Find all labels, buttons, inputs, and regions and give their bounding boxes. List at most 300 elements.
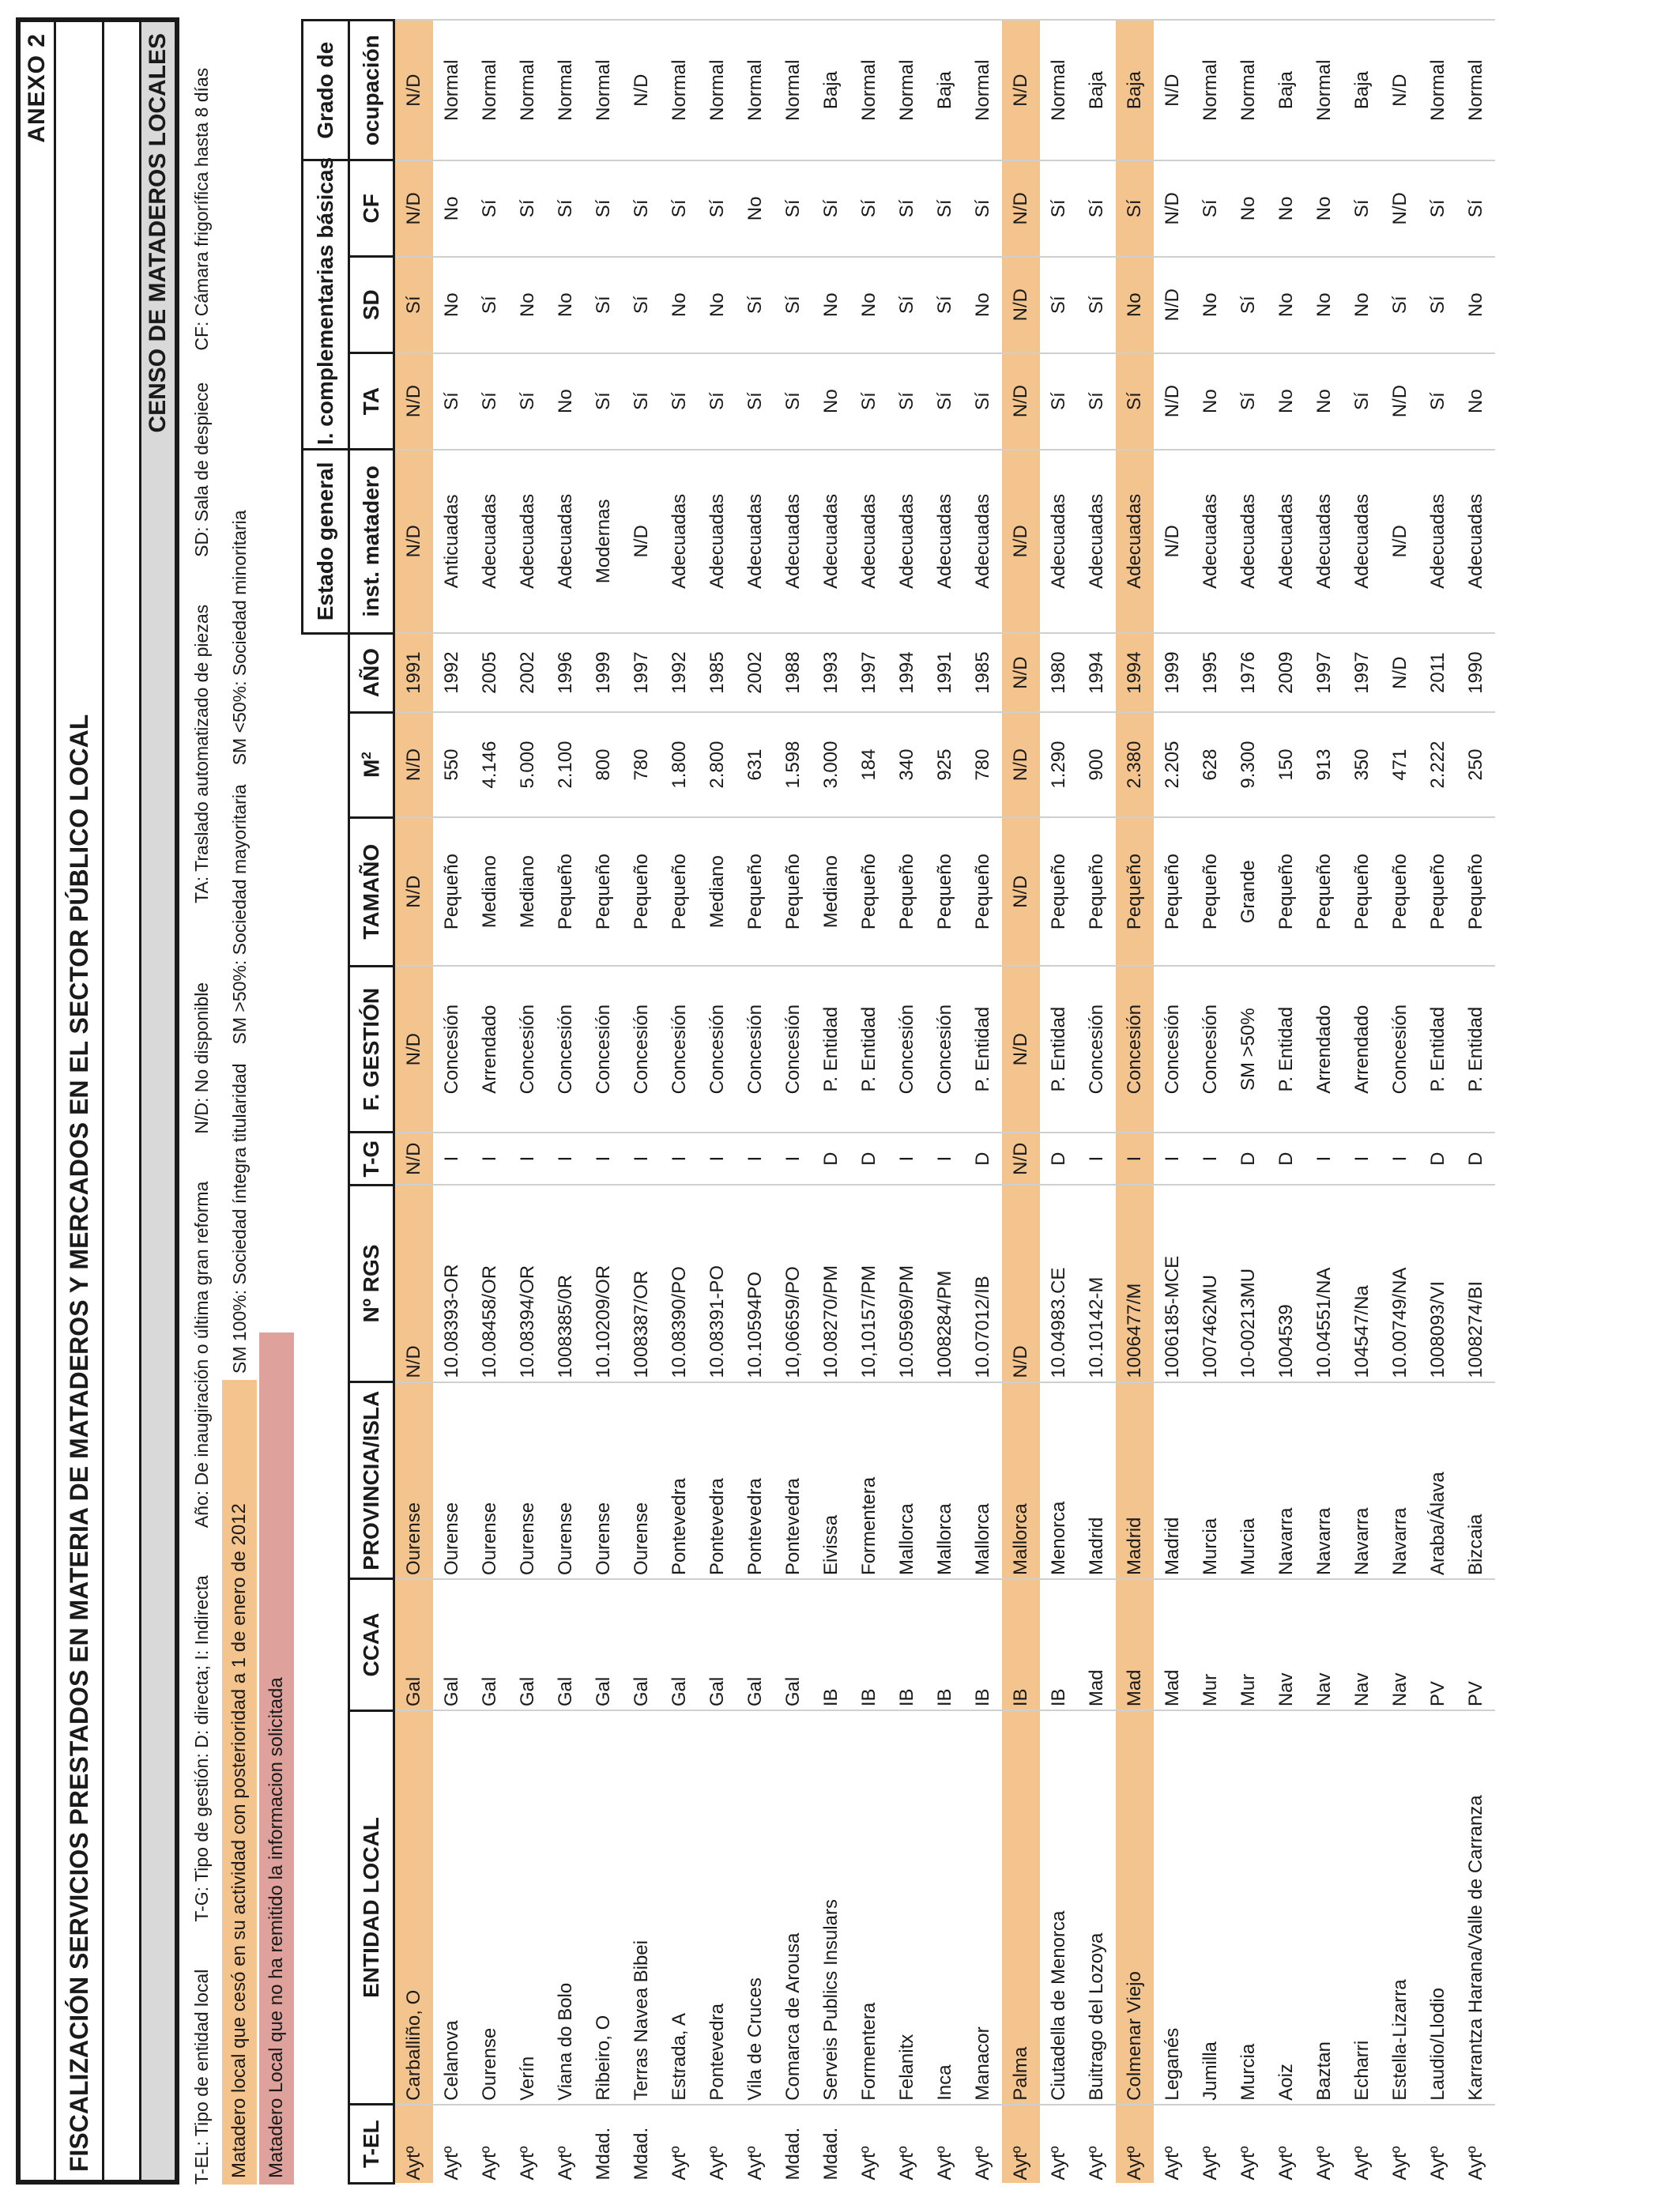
cell-cf: Sí xyxy=(926,160,964,257)
cell-provincia: Ourense xyxy=(509,1382,547,1579)
legend-tel: T-EL: Tipo de entidad local xyxy=(190,1969,212,2185)
cell-ta: No xyxy=(547,353,585,450)
cell-sd: No xyxy=(509,257,547,353)
col-tg: T-G xyxy=(349,1133,394,1185)
cell-grado: Baja xyxy=(1343,21,1381,160)
cell-grado: Normal xyxy=(888,21,926,160)
slaughterhouse-table xyxy=(301,19,1495,2185)
cell-m2: 340 xyxy=(888,712,926,817)
cell-sd: No xyxy=(1305,257,1343,353)
table-row xyxy=(1154,21,1192,2184)
cell-anio: 1980 xyxy=(1040,633,1078,712)
cell-tg: N/D xyxy=(394,1133,434,1185)
cell-grado: Baja xyxy=(1116,21,1154,160)
cell-ccaa: Gal xyxy=(623,1579,661,1710)
cell-grado: N/D xyxy=(1381,21,1419,160)
cell-rgs: 104547/Na xyxy=(1343,1185,1381,1382)
cell-anio: 1997 xyxy=(1343,633,1381,712)
legend-line-1 xyxy=(184,27,219,2185)
cell-entidad: Aoiz xyxy=(1268,1710,1305,2105)
cell-ccaa: Gal xyxy=(736,1579,774,1710)
cell-m2: 925 xyxy=(926,712,964,817)
cell-ta: No xyxy=(1457,353,1495,450)
cell-ccaa: Gal xyxy=(509,1579,547,1710)
header-spacer xyxy=(303,633,349,2183)
cell-m2: 2.380 xyxy=(1116,712,1154,817)
cell-tel: Aytº xyxy=(471,2105,509,2184)
cell-entidad: Ciutadella de Menorca xyxy=(1040,1710,1078,2105)
cell-cf: No xyxy=(1230,160,1268,257)
cell-estado: Adecuadas xyxy=(1192,450,1230,634)
cell-cf: N/D xyxy=(1002,160,1040,257)
table-row xyxy=(774,21,812,2184)
cell-tamano: Pequeño xyxy=(964,817,1002,966)
cell-tg: D xyxy=(1419,1133,1457,1185)
table-row xyxy=(1116,21,1154,2184)
cell-ccaa: Mad xyxy=(1154,1579,1192,1710)
cell-sd: Sí xyxy=(1381,257,1419,353)
cell-sd: N/D xyxy=(1154,257,1192,353)
cell-provincia: Ourense xyxy=(433,1382,471,1579)
cell-provincia: Murcia xyxy=(1230,1382,1268,1579)
cell-grado: Normal xyxy=(699,21,736,160)
cell-provincia: Mallorca xyxy=(888,1382,926,1579)
legend-sm-min: SM <50%: Sociedad minoritaria xyxy=(228,510,250,766)
table-row xyxy=(661,21,699,2184)
annex-label: ANEXO 2 xyxy=(24,33,50,143)
cell-ccaa: Gal xyxy=(774,1579,812,1710)
cell-sd: No xyxy=(812,257,850,353)
cell-estado: Adecuadas xyxy=(736,450,774,634)
cell-rgs: 10.04983.CE xyxy=(1040,1185,1078,1382)
cell-estado: Adecuadas xyxy=(1040,450,1078,634)
census-row xyxy=(141,22,175,2180)
cell-grado: Normal xyxy=(661,21,699,160)
cell-m2: 550 xyxy=(433,712,471,817)
cell-m2: 913 xyxy=(1305,712,1343,817)
cell-anio: 1993 xyxy=(812,633,850,712)
cell-tel: Aytº xyxy=(964,2105,1002,2184)
cell-estado: Adecuadas xyxy=(1268,450,1305,634)
cell-provincia: Murcia xyxy=(1192,1382,1230,1579)
cell-ta: Sí xyxy=(1419,353,1457,450)
cell-tg: D xyxy=(1457,1133,1495,1185)
cell-rgs: 10,06659/PO xyxy=(774,1185,812,1382)
cell-anio: 2005 xyxy=(471,633,509,712)
cell-tamano: Pequeño xyxy=(1343,817,1381,966)
cell-cf: Sí xyxy=(1419,160,1457,257)
cell-m2: 2.222 xyxy=(1419,712,1457,817)
cell-estado: N/D xyxy=(1154,450,1192,634)
col-tamano: TAMAÑO xyxy=(349,817,394,966)
cell-gestion: Arrendado xyxy=(1305,966,1343,1133)
header-frame xyxy=(16,17,179,2185)
cell-anio: 1976 xyxy=(1230,633,1268,712)
legend-sd: SD: Sala de despiece xyxy=(190,382,212,557)
col-m2-sup: 2 xyxy=(358,752,374,760)
cell-rgs: 1008274/BI xyxy=(1457,1185,1495,1382)
cell-sd: No xyxy=(699,257,736,353)
cell-entidad: Colmenar Viejo xyxy=(1116,1710,1154,2105)
cell-anio: 1990 xyxy=(1457,633,1495,712)
document-sheet xyxy=(16,11,1495,2185)
cell-gestion: Concesión xyxy=(774,966,812,1133)
cell-estado: Adecuadas xyxy=(471,450,509,634)
cell-tamano: Pequeño xyxy=(1078,817,1116,966)
cell-entidad: Palma xyxy=(1002,1710,1040,2105)
cell-sd: Sí xyxy=(623,257,661,353)
cell-tel: Mdad. xyxy=(774,2105,812,2184)
annex-row xyxy=(21,22,56,2180)
cell-grado: Normal xyxy=(547,21,585,160)
cell-cf: No xyxy=(736,160,774,257)
cell-ccaa: IB xyxy=(1040,1579,1078,1710)
cell-cf: Sí xyxy=(850,160,888,257)
table-row xyxy=(1040,21,1078,2184)
cell-tel: Aytº xyxy=(926,2105,964,2184)
cell-sd: No xyxy=(547,257,585,353)
cell-provincia: Ourense xyxy=(585,1382,623,1579)
cell-m2: N/D xyxy=(394,712,434,817)
col-sd: SD xyxy=(349,257,394,353)
legend-sm100: SM 100%: Sociedad íntegra titularidad xyxy=(228,1063,250,1374)
cell-rgs: 1008284/PM xyxy=(926,1185,964,1382)
cell-gestion: Concesión xyxy=(1078,966,1116,1133)
cell-sd: No xyxy=(1192,257,1230,353)
cell-grado: Normal xyxy=(964,21,1002,160)
cell-m2: 780 xyxy=(964,712,1002,817)
cell-entidad: Celanova xyxy=(433,1710,471,2105)
cell-estado: Adecuadas xyxy=(661,450,699,634)
col-ccaa: CCAA xyxy=(349,1579,394,1710)
cell-tel: Aytº xyxy=(433,2105,471,2184)
cell-grado: Normal xyxy=(1192,21,1230,160)
col-provincia: PROVINCIA/ISLA xyxy=(349,1382,394,1579)
cell-estado: Adecuadas xyxy=(509,450,547,634)
cell-tamano: Pequeño xyxy=(1457,817,1495,966)
cell-ta: Sí xyxy=(888,353,926,450)
cell-cf: Sí xyxy=(1078,160,1116,257)
cell-anio: 1995 xyxy=(1192,633,1230,712)
cell-cf: Sí xyxy=(471,160,509,257)
cell-tel: Aytº xyxy=(1002,2105,1040,2184)
cell-grado: N/D xyxy=(1154,21,1192,160)
header-row-2 xyxy=(349,21,394,2184)
cell-cf: No xyxy=(433,160,471,257)
cell-tg: D xyxy=(812,1133,850,1185)
cell-sd: Sí xyxy=(471,257,509,353)
col-cf: CF xyxy=(349,160,394,257)
cell-ccaa: Gal xyxy=(394,1579,434,1710)
cell-sd: Sí xyxy=(1078,257,1116,353)
cell-tg: I xyxy=(547,1133,585,1185)
cell-estado: N/D xyxy=(623,450,661,634)
title-row xyxy=(56,22,104,2180)
cell-ccaa: PV xyxy=(1419,1579,1457,1710)
cell-rgs: 10.08390/PO xyxy=(661,1185,699,1382)
legend-line-3 xyxy=(258,27,295,2185)
cell-tamano: Pequeño xyxy=(1040,817,1078,966)
cell-ta: Sí xyxy=(1230,353,1268,450)
cell-tamano: Mediano xyxy=(509,817,547,966)
table-row xyxy=(926,21,964,2184)
cell-sd: Sí xyxy=(926,257,964,353)
cell-ta: Sí xyxy=(585,353,623,450)
cell-cf: Sí xyxy=(1457,160,1495,257)
cell-grado: Normal xyxy=(585,21,623,160)
cell-ccaa: Gal xyxy=(585,1579,623,1710)
cell-rgs: N/D xyxy=(1002,1185,1040,1382)
cell-grado: Normal xyxy=(471,21,509,160)
table-row xyxy=(812,21,850,2184)
cell-ccaa: Nav xyxy=(1268,1579,1305,1710)
cell-ta: Sí xyxy=(1078,353,1116,450)
cell-gestion: Arrendado xyxy=(471,966,509,1133)
cell-grado: Normal xyxy=(1040,21,1078,160)
cell-anio: 1996 xyxy=(547,633,585,712)
cell-tamano: Pequeño xyxy=(850,817,888,966)
cell-provincia: Bizcaia xyxy=(1457,1382,1495,1579)
cell-entidad: Pontevedra xyxy=(699,1710,736,2105)
cell-tamano: Pequeño xyxy=(1419,817,1457,966)
table-row xyxy=(1230,21,1268,2184)
legend-ta: TA: Traslado automatizado de piezas xyxy=(190,604,212,903)
cell-provincia: Ourense xyxy=(394,1382,434,1579)
cell-provincia: Eivissa xyxy=(812,1382,850,1579)
cell-tamano: N/D xyxy=(1002,817,1040,966)
legend-year: Año: De inaugiración o última gran reforma xyxy=(190,1181,212,1529)
table-row xyxy=(1419,21,1457,2184)
cell-anio: 1988 xyxy=(774,633,812,712)
cell-anio: 1985 xyxy=(699,633,736,712)
cell-provincia: Pontevedra xyxy=(736,1382,774,1579)
cell-ta: No xyxy=(1305,353,1343,450)
cell-cf: Sí xyxy=(1116,160,1154,257)
cell-tg: I xyxy=(1154,1133,1192,1185)
table-row xyxy=(1305,21,1343,2184)
cell-tel: Aytº xyxy=(1343,2105,1381,2184)
cell-ta: Sí xyxy=(1116,353,1154,450)
cell-ta: Sí xyxy=(850,353,888,450)
cell-estado: Adecuadas xyxy=(1116,450,1154,634)
cell-tg: I xyxy=(1305,1133,1343,1185)
cell-cf: N/D xyxy=(1381,160,1419,257)
census-title: CENSO DE MATADEROS LOCALES xyxy=(145,33,171,433)
cell-tamano: Pequeño xyxy=(1381,817,1419,966)
cell-gestion: Concesión xyxy=(509,966,547,1133)
cell-sd: Sí xyxy=(736,257,774,353)
cell-m2: 900 xyxy=(1078,712,1116,817)
cell-estado: Adecuadas xyxy=(888,450,926,634)
cell-tg: D xyxy=(1040,1133,1078,1185)
cell-entidad: Ourense xyxy=(471,1710,509,2105)
cell-tg: I xyxy=(774,1133,812,1185)
cell-ta: No xyxy=(1268,353,1305,450)
cell-sd: No xyxy=(1343,257,1381,353)
cell-provincia: Madrid xyxy=(1116,1382,1154,1579)
cell-estado: Adecuadas xyxy=(812,450,850,634)
cell-ta: Sí xyxy=(699,353,736,450)
cell-anio: 2002 xyxy=(509,633,547,712)
cell-sd: No xyxy=(661,257,699,353)
col-icb: I. complementarias básicas xyxy=(303,160,349,450)
cell-grado: Normal xyxy=(509,21,547,160)
cell-ta: N/D xyxy=(1002,353,1040,450)
cell-rgs: 1006185-MCE xyxy=(1154,1185,1192,1382)
cell-grado: N/D xyxy=(623,21,661,160)
cell-m2: 800 xyxy=(585,712,623,817)
cell-tel: Aytº xyxy=(1154,2105,1192,2184)
cell-tamano: Mediano xyxy=(699,817,736,966)
cell-tamano: Pequeño xyxy=(1268,817,1305,966)
cell-gestion: Concesión xyxy=(623,966,661,1133)
cell-tamano: Grande xyxy=(1230,817,1268,966)
cell-provincia: Mallorca xyxy=(926,1382,964,1579)
cell-ccaa: IB xyxy=(926,1579,964,1710)
cell-tamano: Pequeño xyxy=(774,817,812,966)
cell-gestion: P. Entidad xyxy=(964,966,1002,1133)
cell-sd: Sí xyxy=(1230,257,1268,353)
cell-grado: Normal xyxy=(774,21,812,160)
cell-cf: Sí xyxy=(509,160,547,257)
cell-grado: Normal xyxy=(1230,21,1268,160)
cell-ta: Sí xyxy=(964,353,1002,450)
cell-gestion: N/D xyxy=(1002,966,1040,1133)
cell-tel: Aytº xyxy=(1078,2105,1116,2184)
cell-tamano: Pequeño xyxy=(736,817,774,966)
cell-rgs: 1006477/M xyxy=(1116,1185,1154,1382)
cell-estado: Adecuadas xyxy=(1230,450,1268,634)
cell-estado: Adecuadas xyxy=(1419,450,1457,634)
cell-m2: 150 xyxy=(1268,712,1305,817)
cell-tg: D xyxy=(1268,1133,1305,1185)
cell-anio: N/D xyxy=(1002,633,1040,712)
legend-tg: T-G: Tipo de gestión: D: directa; I: Indirecta xyxy=(190,1575,212,1922)
cell-anio: 1994 xyxy=(1078,633,1116,712)
cell-gestion: P. Entidad xyxy=(1419,966,1457,1133)
cell-estado: Adecuadas xyxy=(1078,450,1116,634)
cell-anio: 2002 xyxy=(736,633,774,712)
cell-rgs: 10.08393-OR xyxy=(433,1185,471,1382)
cell-ta: N/D xyxy=(1381,353,1419,450)
cell-m2: 1.290 xyxy=(1040,712,1078,817)
cell-grado: Normal xyxy=(850,21,888,160)
cell-entidad: Verín xyxy=(509,1710,547,2105)
cell-rgs: 10.10209/OR xyxy=(585,1185,623,1382)
cell-tel: Aytº xyxy=(699,2105,736,2184)
cell-entidad: Carballiño, O xyxy=(394,1710,434,2105)
cell-estado: Adecuadas xyxy=(926,450,964,634)
cell-gestion: P. Entidad xyxy=(850,966,888,1133)
cell-m2: N/D xyxy=(1002,712,1040,817)
cell-tg: I xyxy=(585,1133,623,1185)
cell-ccaa: Nav xyxy=(1381,1579,1419,1710)
cell-gestion: Concesión xyxy=(699,966,736,1133)
cell-entidad: Murcia xyxy=(1230,1710,1268,2105)
cell-tg: N/D xyxy=(1002,1133,1040,1185)
table-body xyxy=(394,21,1496,2184)
cell-ccaa: Gal xyxy=(699,1579,736,1710)
cell-tg: I xyxy=(1381,1133,1419,1185)
cell-ta: Sí xyxy=(623,353,661,450)
cell-rgs: 10.04551/NA xyxy=(1305,1185,1343,1382)
cell-estado: Adecuadas xyxy=(964,450,1002,634)
col-grado-line1: Grado de xyxy=(303,21,349,160)
cell-anio: 1994 xyxy=(1116,633,1154,712)
cell-tg: I xyxy=(1343,1133,1381,1185)
cell-ccaa: IB xyxy=(888,1579,926,1710)
cell-grado: Baja xyxy=(1078,21,1116,160)
cell-rgs: N/D xyxy=(394,1185,434,1382)
legend-not-reported: Matadero Local que no ha remitido la informacion solicitada xyxy=(259,1333,294,2185)
cell-entidad: Felanitx xyxy=(888,1710,926,2105)
cell-tg: I xyxy=(1078,1133,1116,1185)
cell-provincia: Navarra xyxy=(1343,1382,1381,1579)
cell-tel: Aytº xyxy=(736,2105,774,2184)
cell-cf: Sí xyxy=(774,160,812,257)
cell-ccaa: PV xyxy=(1457,1579,1495,1710)
cell-tamano: Pequeño xyxy=(1192,817,1230,966)
cell-rgs: 1008385/0R xyxy=(547,1185,585,1382)
cell-tamano: Pequeño xyxy=(1154,817,1192,966)
cell-cf: Sí xyxy=(547,160,585,257)
cell-sd: Sí xyxy=(1419,257,1457,353)
cell-tel: Aytº xyxy=(1457,2105,1495,2184)
cell-ta: No xyxy=(812,353,850,450)
cell-rgs: 10,10157/PM xyxy=(850,1185,888,1382)
table-row xyxy=(964,21,1002,2184)
cell-tamano: Pequeño xyxy=(585,817,623,966)
cell-tamano: Pequeño xyxy=(433,817,471,966)
cell-tg: D xyxy=(1230,1133,1268,1185)
cell-provincia: Formentera xyxy=(850,1382,888,1579)
cell-gestion: P. Entidad xyxy=(1268,966,1305,1133)
cell-estado: N/D xyxy=(1381,450,1419,634)
cell-grado: N/D xyxy=(1002,21,1040,160)
cell-grado: Baja xyxy=(812,21,850,160)
cell-m2: 1.800 xyxy=(661,712,699,817)
cell-anio: 1991 xyxy=(926,633,964,712)
cell-grado: Normal xyxy=(1305,21,1343,160)
cell-ta: Sí xyxy=(433,353,471,450)
col-entidad: ENTIDAD LOCAL xyxy=(349,1710,394,2105)
cell-provincia: Navarra xyxy=(1268,1382,1305,1579)
cell-cf: Sí xyxy=(699,160,736,257)
legend-line-2 xyxy=(222,27,257,2185)
cell-rgs: 10.08270/PM xyxy=(812,1185,850,1382)
table-row xyxy=(1002,21,1040,2184)
cell-tg: I xyxy=(1192,1133,1230,1185)
cell-rgs: 10.10142-M xyxy=(1078,1185,1116,1382)
cell-m2: 2.100 xyxy=(547,712,585,817)
table-row xyxy=(394,21,434,2184)
cell-m2: 4.146 xyxy=(471,712,509,817)
cell-ccaa: Mur xyxy=(1192,1579,1230,1710)
cell-cf: Sí xyxy=(1192,160,1230,257)
cell-gestion: Concesión xyxy=(1154,966,1192,1133)
legend-nd: N/D: No disponible xyxy=(190,982,212,1134)
cell-tel: Aytº xyxy=(547,2105,585,2184)
cell-estado: Adecuadas xyxy=(1343,450,1381,634)
cell-cf: N/D xyxy=(1154,160,1192,257)
table-row xyxy=(1457,21,1495,2184)
cell-ta: Sí xyxy=(471,353,509,450)
cell-anio: 1997 xyxy=(850,633,888,712)
cell-estado: Adecuadas xyxy=(850,450,888,634)
table-row xyxy=(547,21,585,2184)
cell-tel: Aytº xyxy=(394,2105,434,2184)
table-row xyxy=(433,21,471,2184)
